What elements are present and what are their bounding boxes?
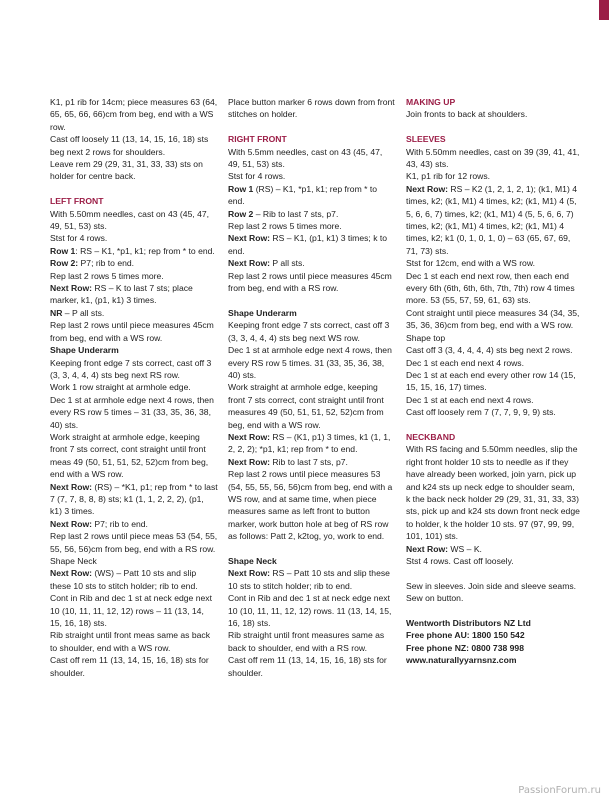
instruction-text: Stst for 12cm, end with a WS row. (406, 258, 535, 269)
instruction-text: Rep last 2 rows until piece measures 45cm from beg, end with a WS row. (50, 320, 214, 343)
instruction-line (50, 319, 218, 344)
instruction-text: Rep last 2 rows 5 times more. (50, 270, 164, 281)
paragraph-gap (228, 121, 396, 133)
instruction-line (406, 146, 581, 171)
section-heading: LEFT FRONT (50, 196, 104, 207)
instruction-line (228, 319, 396, 344)
row-label: Shape Underarm (50, 345, 119, 356)
row-label: www.naturallyyarnsnz.com (406, 655, 517, 666)
row-label: Next Row: (228, 258, 271, 269)
instruction-text: RS – Patt 10 sts and slip these 10 sts to stitch holder; rib to end. (228, 568, 390, 591)
instruction-line (228, 468, 396, 542)
instruction-text: Dec 1 st at each end next 4 rows. (406, 394, 534, 405)
instruction-line (50, 282, 218, 307)
instruction-text: RS – (K1, p1) 3 times, k1 (1, 1, 2, 2, 2); *p1, k1; rep from * to end. (228, 431, 391, 455)
instruction-line (228, 96, 396, 121)
row-label: Shape Neck (228, 555, 277, 566)
column-1 (50, 96, 218, 679)
instruction-line (406, 642, 581, 654)
instruction-text: Join fronts to back at shoulders. (406, 109, 528, 120)
instruction-text: Work straight at armhole edge, keeping front 7 sts correct, cont straight until front measures 49 (50, 51, 51, 52, 52)cm from beg, end with a WS row. (228, 382, 384, 430)
row-label: NR (50, 307, 63, 318)
instruction-line (228, 307, 396, 319)
row-label: Shape Underarm (228, 307, 297, 318)
instruction-text: P7; rib to end. (92, 518, 148, 529)
instruction-text: RS – K to last 7 sts; place marker, k1, (p1, k1) 3 times. (50, 283, 193, 306)
instruction-text: Work 1 row straight at armhole edge. (50, 382, 191, 393)
instruction-text: (RS) – K1, *p1, k1; rep from * to end. (228, 183, 378, 207)
instruction-line (406, 307, 581, 332)
instruction-text: Rep last 2 rows until piece measures 53 (54, 55, 55, 56, 56)cm from beg, end with a WS row, and at same time, when piece measures same as left front to button marker, work button hole at beg of RS row as follows: Patt 2, k2tog, yo, work to end. (228, 469, 393, 542)
instruction-text: Rep last 2 rows until piece measures 45cm from beg, end with a RS row. (228, 270, 392, 294)
instruction-line (406, 629, 581, 641)
row-label: Next Row: (228, 456, 271, 467)
instruction-text: WS – K. (448, 543, 482, 554)
row-label: Row 1 (228, 183, 254, 194)
instruction-line (228, 592, 396, 629)
instruction-line (228, 629, 396, 654)
instruction-line (50, 357, 218, 382)
instruction-text: – Rib to last 7 sts, p7. (253, 208, 339, 219)
instruction-line (406, 257, 581, 269)
instruction-text: Stst for 4 rows. (228, 171, 286, 182)
instruction-line (228, 232, 396, 257)
instruction-line (50, 245, 218, 257)
instruction-line (406, 543, 581, 555)
instruction-text: Shape top (406, 332, 446, 343)
row-label: Next Row: (406, 543, 449, 554)
instruction-line (50, 307, 218, 319)
instruction-text: Dec 1 st at each end every other row 14 (15, 15, 15, 16, 17) times. (406, 369, 576, 393)
instruction-text: Rib to last 7 sts, p7. (270, 456, 348, 467)
instruction-line (50, 481, 218, 518)
instruction-line (406, 344, 581, 356)
paragraph-gap (50, 183, 218, 195)
row-label: Row 1 (50, 245, 76, 256)
instruction-line (228, 431, 396, 456)
row-label: Wentworth Distributors NZ Ltd (406, 618, 531, 628)
instruction-text: : RS – K1, *p1, k1; rep from * to end. (75, 245, 215, 256)
instruction-text: Stst for 4 rows. (50, 233, 108, 244)
instruction-line (50, 96, 218, 133)
instruction-text: Dec 1 st each end next 4 rows. (406, 357, 524, 368)
instruction-text: Leave rem 29 (29, 31, 31, 33, 33) sts on holder for centre back. (50, 159, 203, 182)
instruction-line (406, 170, 581, 182)
instruction-text: Rib straight until front meas same as back to shoulder, end with a WS row. (50, 630, 211, 653)
instruction-text: K1, p1 rib for 14cm; piece measures 63 (64, 65, 65, 66, 66)cm from beg, end with a WS row. (50, 97, 218, 132)
section-heading: NECKBAND (406, 431, 456, 442)
instruction-text: With 5.50mm needles, cast on 43 (45, 47, 49, 51, 53) sts. (50, 208, 210, 232)
instruction-line (406, 183, 581, 257)
paragraph-gap (406, 419, 581, 431)
instruction-text: With 5.50mm needles, cast on 39 (39, 41, 41, 43, 43) sts. (406, 146, 580, 170)
instruction-line (228, 208, 396, 220)
instruction-line (406, 332, 581, 344)
instruction-text: With 5.5mm needles, cast on 43 (45, 47, 49, 51, 53) sts. (228, 146, 383, 170)
instruction-text: Cont in Rib and dec 1 st at neck edge next 10 (10, 11, 11, 12, 12) rows – 11 (13, 14, 15, 16, 18) sts. (50, 593, 212, 629)
instruction-line (406, 654, 581, 666)
paragraph-gap (406, 567, 581, 579)
instruction-line (50, 530, 218, 555)
row-label: Next Row: (50, 283, 93, 294)
instruction-text: With RS facing and 5.50mm needles, slip the right front holder 10 sts to needle as if they have already been worked, join yarn, pick up and k24 sts up neck edge to shoulder seam, k the back neck holder 29 (29, 31, 31, 33, 33) sts, pick up and k24 sts down front neck edge to holder, k the holder 10 sts. 97 (97, 99, 99, 101, 101) sts. (406, 444, 580, 542)
instruction-text: Place button marker 6 rows down from front stitches on holder. (228, 97, 395, 120)
instruction-line (228, 381, 396, 431)
instruction-text: Cast off loosely 11 (13, 14, 15, 16, 18) sts beg next 2 rows for shoulders. (50, 134, 209, 157)
instruction-text: P all sts. (270, 258, 305, 269)
instruction-line (50, 232, 218, 244)
instruction-line (50, 158, 218, 183)
instruction-line (406, 443, 581, 542)
instruction-line (228, 170, 396, 182)
instruction-line (228, 654, 396, 679)
instruction-text: P7; rib to end. (78, 258, 135, 269)
row-label: Free phone AU: 1800 150 542 (406, 630, 525, 641)
row-label: Free phone NZ: 0800 738 998 (406, 642, 524, 653)
instruction-line (228, 344, 396, 381)
instruction-line (228, 183, 396, 208)
instruction-line (406, 369, 581, 394)
instruction-text: RS – K2 (1, 2, 1, 2, 1); (k1, M1) 4 times, k2; (k1, M1) 4 times, k2; (k1, M1) 4 (5, 5, 6, 6, 7) times, k2; (k1, M1) 4 (5, 5, 6, 6, 7) times, k2; (k1, M1) 4 times, k2; (k1, M1) 4 times, k2; k1 (0, 1, 0, 1, 0) – 63 (65, 67, 69, 71, 73) sts. (406, 183, 577, 256)
instruction-text: Dec 1 st at armhole edge next 4 rows, then every RS row 5 times – 31 (33, 35, 36, 38, 40) sts. (50, 394, 214, 430)
instruction-line (406, 108, 581, 120)
instruction-text: RS – K1, (p1, k1) 3 times; k to end. (228, 233, 388, 256)
instruction-line (228, 220, 396, 232)
instruction-text: K1, p1 rib for 12 rows. (406, 171, 491, 182)
instruction-text: Cast off 3 (3, 4, 4, 4, 4) sts beg next 2 rows. (406, 345, 573, 356)
row-label: Next Row: (228, 431, 271, 442)
instruction-text: – P all sts. (62, 307, 105, 318)
instruction-line (228, 567, 396, 592)
instruction-text: Shape Neck (50, 556, 97, 567)
instruction-line (406, 394, 581, 406)
instruction-line (50, 518, 218, 530)
instruction-line (50, 592, 218, 629)
row-label: Row 2 (228, 208, 254, 219)
instruction-text: Dec 1 st each end next row, then each end every 6th (6th, 6th, 6th, 7th, 7th) row 4 times more. 53 (55, 57, 59, 61, 63) sts. (406, 270, 575, 306)
instruction-line (228, 257, 396, 269)
instruction-line (50, 270, 218, 282)
instruction-text: Rib straight until front measures same as back to shoulder, end with a RS row. (228, 630, 385, 653)
instruction-text: Keeping front edge 7 sts correct, cast off 3 (3, 3, 4, 4, 4) sts beg next WS row. (228, 320, 390, 343)
row-label: Next Row: (406, 183, 449, 194)
instruction-line (228, 146, 396, 171)
instruction-text: Keeping front edge 7 sts correct, cast off 3 (3, 3, 4, 4, 4) sts beg next RS row. (50, 357, 212, 380)
instruction-line (50, 344, 218, 356)
instruction-line (50, 208, 218, 233)
instruction-line (50, 555, 218, 567)
instruction-line (50, 629, 218, 654)
column-2 (228, 96, 396, 679)
section-heading: SLEEVES (406, 134, 446, 145)
watermark: PassionForum.ru (518, 785, 601, 796)
instruction-text: Cast off rem 11 (13, 14, 15, 16, 18) sts for shoulder. (228, 655, 387, 678)
instruction-line (406, 617, 581, 629)
instruction-line (228, 555, 396, 567)
instruction-line (228, 456, 396, 468)
instruction-text: Work straight at armhole edge, keeping front 7 sts correct, cont straight until front meas 49 (50, 51, 51, 52, 52)cm from beg, end with a WS row. (50, 431, 209, 480)
instruction-text: Stst 4 rows. Cast off loosely. (406, 556, 514, 566)
row-label: Next Row: (50, 518, 93, 529)
row-label: Next Row: (50, 481, 93, 492)
instruction-line (50, 257, 218, 269)
instruction-line (406, 406, 581, 418)
paragraph-gap (406, 121, 581, 133)
instruction-line (406, 357, 581, 369)
paragraph-gap (228, 294, 396, 306)
instruction-text: (RS) – *K1, p1; rep from * to last 7 (7, 7, 8, 8, 8) sts; k1 (1, 1, 2, 2, 2), (p1, k1) 3 times. (50, 481, 218, 517)
section-heading: RIGHT FRONT (228, 134, 287, 145)
instruction-line (406, 580, 581, 605)
instruction-text: Cont in Rib and dec 1 st at neck edge next 10 (10, 11, 11, 12, 12) rows. 11 (13, 14, 15, 16, 18) sts. (228, 593, 392, 629)
instruction-line (50, 394, 218, 431)
instruction-line (50, 431, 218, 481)
row-label: Next Row: (50, 568, 93, 579)
instruction-line (50, 133, 218, 158)
instruction-line (406, 270, 581, 307)
column-3 (406, 96, 581, 667)
section-heading: MAKING UP (406, 97, 456, 107)
instruction-line (50, 567, 218, 592)
instruction-text: Rep last 2 rows until piece meas 53 (54, 55, 55, 56, 56)cm from beg, end with a RS row. (50, 531, 218, 554)
instruction-text: Dec 1 st at armhole edge next 4 rows, then every RS row 5 times. 31 (33, 35, 36, 38, 40) sts. (228, 345, 392, 380)
instruction-text: Cont straight until piece measures 34 (34, 35, 35, 36, 36)cm from beg, end with a WS row. (406, 307, 580, 331)
instruction-text: Sew in sleeves. Join side and sleeve seams. Sew on button. (406, 580, 577, 604)
paragraph-gap (406, 605, 581, 617)
row-label: Next Row: (228, 568, 271, 579)
instruction-text: Cast off loosely rem 7 (7, 7, 9, 9, 9) sts. (406, 407, 556, 418)
accent-bar (599, 0, 609, 20)
instruction-text: Cast off rem 11 (13, 14, 15, 16, 18) sts for shoulder. (50, 655, 209, 678)
instruction-line (228, 270, 396, 295)
instruction-line (406, 555, 581, 567)
row-label: Next Row: (228, 233, 271, 244)
instruction-line (50, 654, 218, 679)
row-label: Row 2: (50, 258, 79, 269)
instruction-text: Rep last 2 rows 5 times more. (228, 221, 342, 232)
paragraph-gap (228, 543, 396, 555)
instruction-line (50, 381, 218, 393)
instruction-text: (WS) – Patt 10 sts and slip these 10 sts to stitch holder; rib to end. (50, 568, 198, 591)
